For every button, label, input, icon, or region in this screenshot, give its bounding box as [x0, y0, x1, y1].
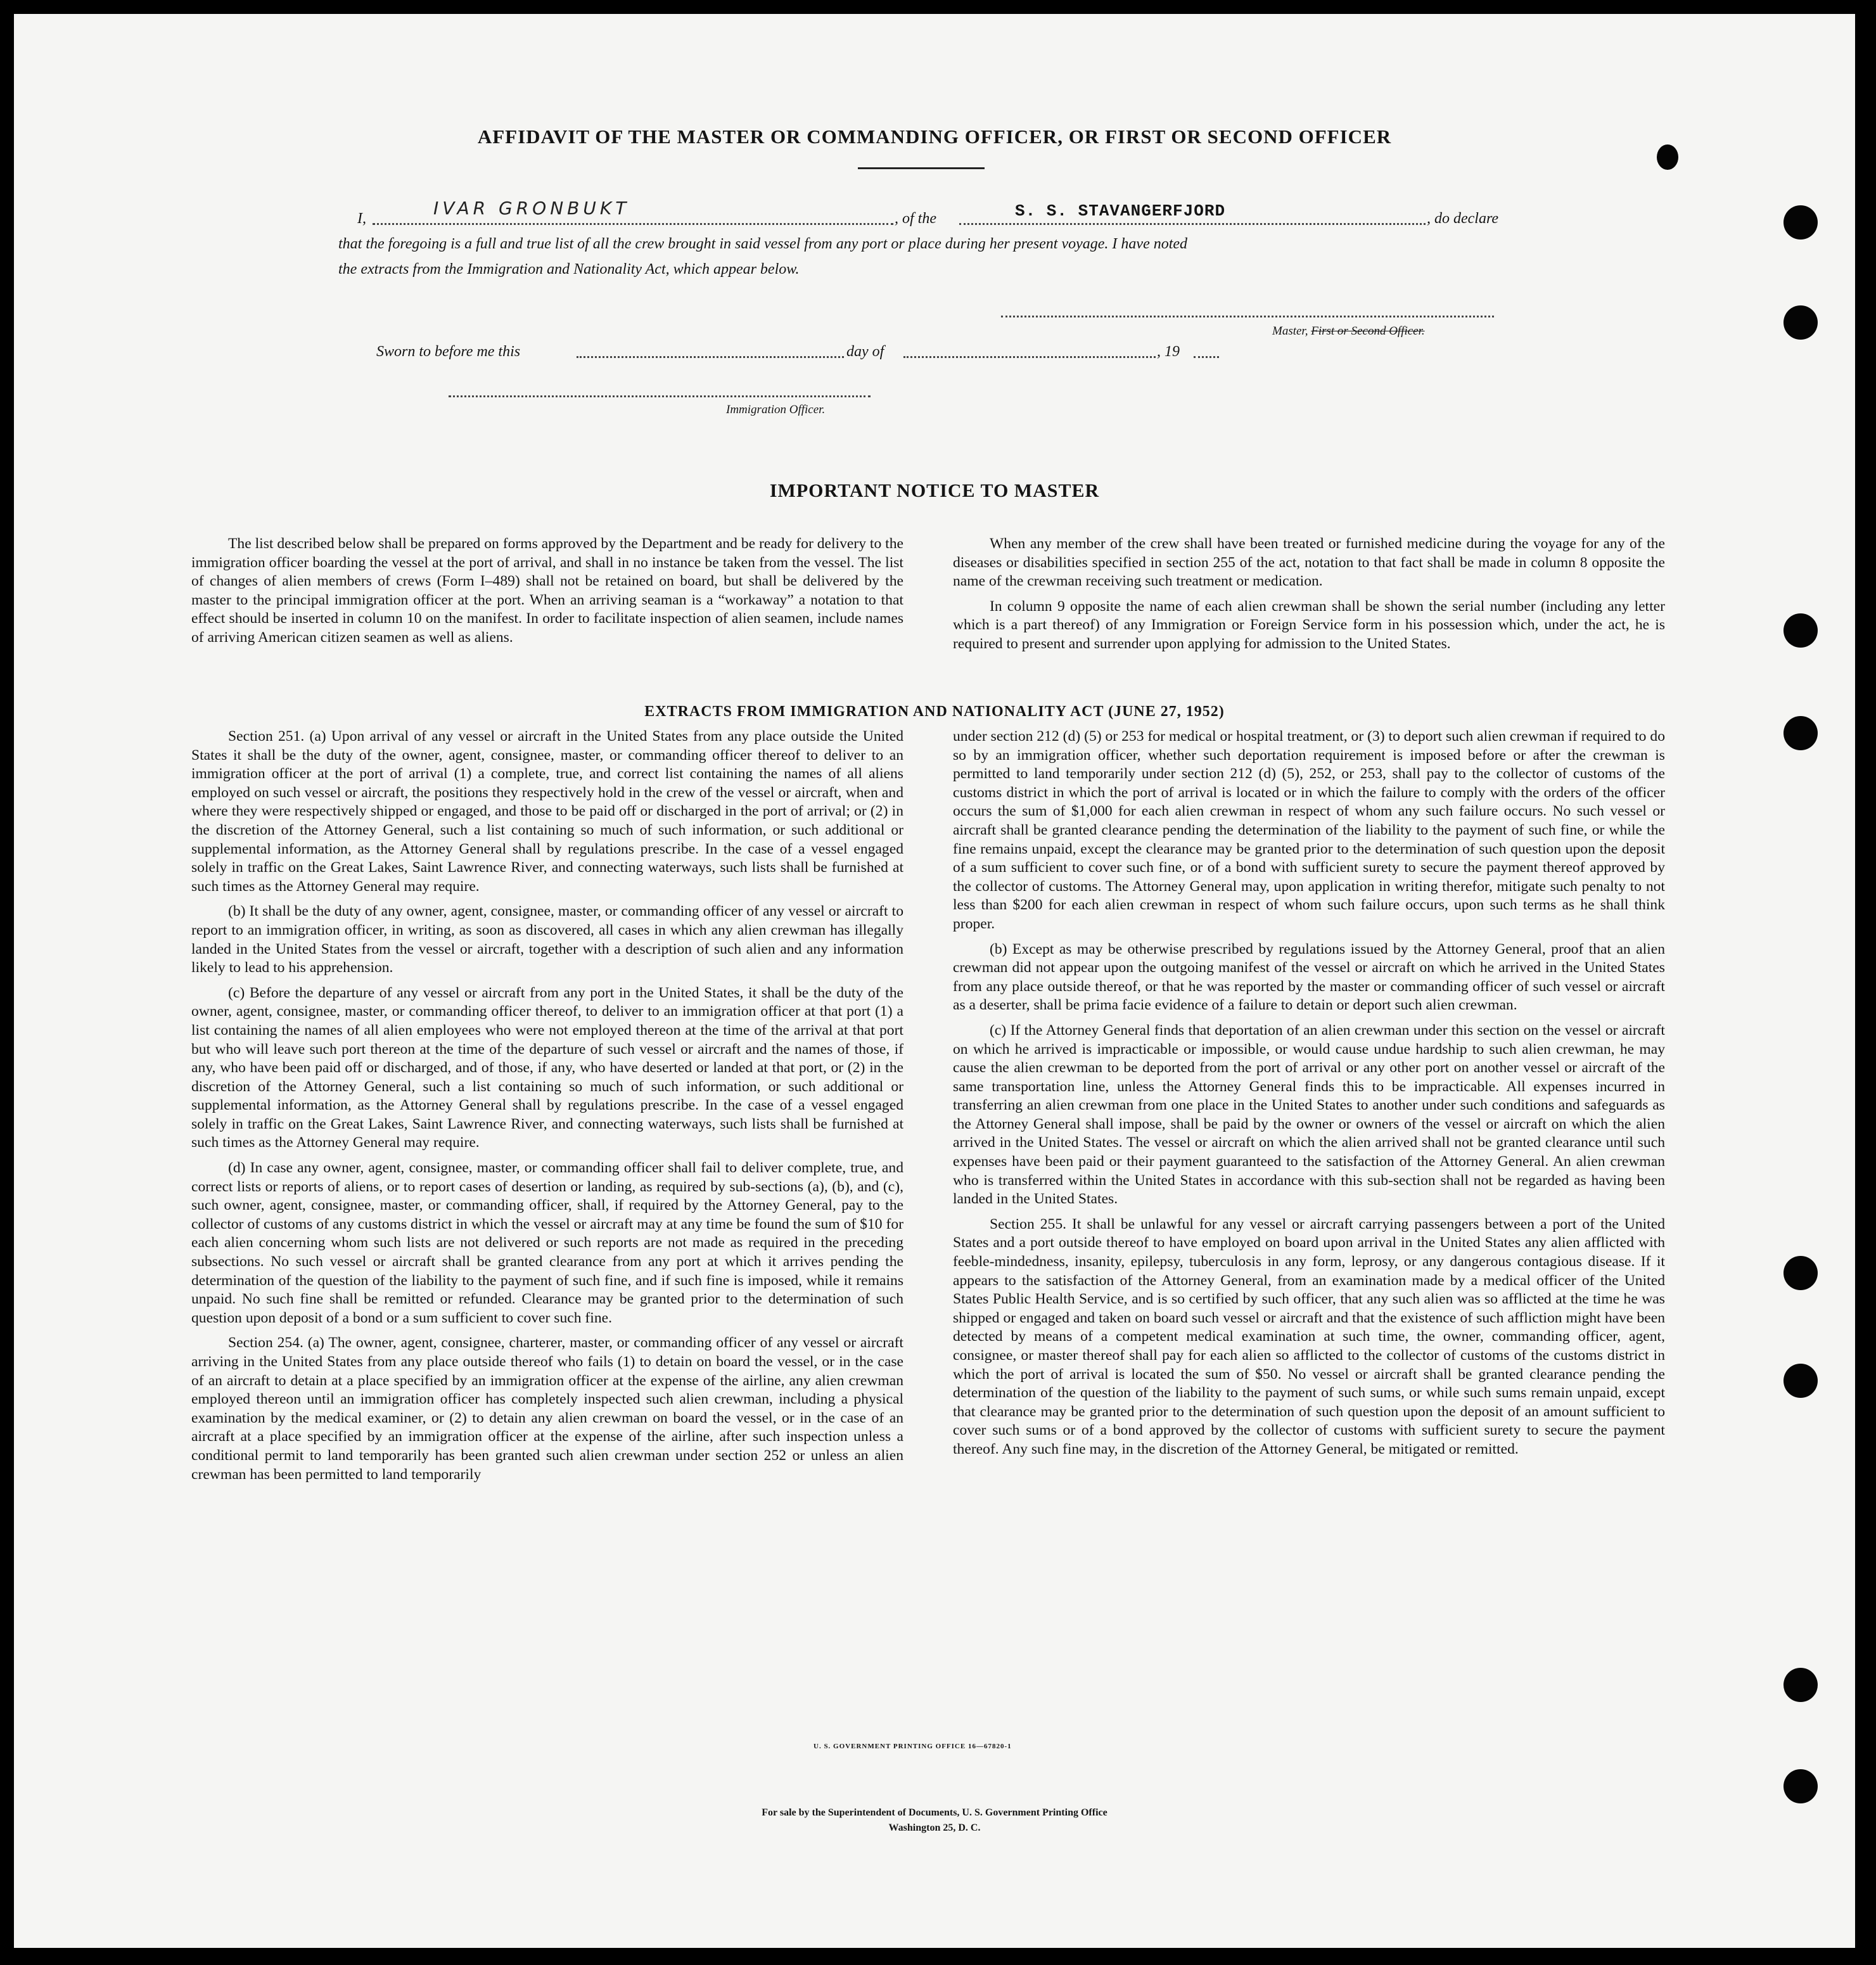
extracts-title: EXTRACTS FROM IMMIGRATION AND NATIONALITY ACT (JUNE 27, 1952)	[644, 703, 1225, 720]
notice-right-paragraph-2: In column 9 opposite the name of each alien crewman shall be shown the serial number (including any letter which is a part thereof) of any Immigration or Foreign Service form in his possession which, under the act, he is required to present and surrender upon applying for admission to the United States.	[953, 598, 1665, 652]
immigration-officer-signature-line[interactable]	[449, 395, 871, 397]
title-rule	[858, 167, 985, 169]
binder-hole	[1657, 144, 1678, 170]
binder-hole	[1783, 305, 1818, 340]
binder-hole	[1783, 1668, 1818, 1702]
i-label: I,	[357, 210, 366, 227]
sworn-month-field[interactable]	[903, 356, 1156, 358]
notice-left-column	[191, 535, 903, 654]
immigration-officer-label: Immigration Officer.	[726, 403, 826, 416]
extract-left-paragraph: (c) Before the departure of any vessel or aircraft from any port in the United States, it shall be the duty of the owner, agent, consignee, master, or commanding officer thereof, to deliver to an immigration officer at that port (1) a list containing the names of all alien employees who were not employed thereon at the time of the arrival at that port but who will leave such port thereon at the time of the departure of such vessel or aircraft and the names of those, if any, who have been paid off or discharged, and of those, if any, who have deserted or landed at that port, or (2) in the discretion of the Attorney General, such a list containing so much of such information, or such additional or supplemental information, as the Attorney General shall by regulations prescribe. In the case of a vessel engaged solely in traffic on the Great Lakes, Saint Lawrence River, and connecting waterways, such lists shall be furnished at such times as the Attorney General may require.	[191, 984, 903, 1151]
notice-title: IMPORTANT NOTICE TO MASTER	[769, 480, 1100, 501]
do-declare-label: , do declare	[1427, 210, 1499, 227]
extract-right-paragraph: under section 212 (d) (5) or 253 for medical or hospital treatment, or (3) to deport such alien crewman if required to do so by an immigration officer, whether such deportation requirement is imposed before or after the crewman is permitted to land temporarily under section 212 (d) (5), 252, or 253, shall pay to the collector of customs of the customs district in which the port of arrival is located or in which the failure to comply with the orders of the officer occurs the sum of $1,000 for each alien crewman in respect of whom any such failure occurs. No such vessel or aircraft shall be granted clearance pending the determination of the liability to the payment of such fine, or while the fine remains unpaid, except the clearance may be granted prior to the determination of such question upon the deposit of a sum sufficient to cover such fine, or of a bond with sufficient surety to secure the payment thereof approved by the collector of customs. The Attorney General may, upon application in writing therefor, mitigate such penalty to not less than $200 for each alien crewman in respect of whom such failure occurs, upon such terms as he shall think proper.	[953, 728, 1665, 932]
sworn-day-field[interactable]	[577, 356, 844, 358]
affidavit-title: AFFIDAVIT OF THE MASTER OR COMMANDING OFFICER, OR FIRST OR SECOND OFFICER	[477, 125, 1392, 148]
form-sheet	[14, 14, 1855, 1948]
gpo-imprint: U. S. GOVERNMENT PRINTING OFFICE 16—67820-1	[814, 1743, 1012, 1750]
sale-notice-line-1: For sale by the Superintendent of Documents, U. S. Government Printing Office	[762, 1807, 1107, 1818]
extract-left-paragraph: (d) In case any owner, agent, consignee, master, or commanding officer shall fail to deliver complete, true, and correct lists or reports of aliens, or to report cases of desertion or landing, as required by sub-sections (a), (b), and (c), such owner, agent, consignee, master, or commanding officer, shall, if required by the Attorney General, pay to the collector of customs of any customs district in which the vessel or aircraft may at any time be found the sum of $10 for each alien concerning whom such lists are not delivered or such reports are not made as required in the preceding subsections. No such vessel or aircraft shall be granted clearance from any port at which it arrives pending the determination of the question of the liability to the payment of such fine, and if such fine is imposed, while it remains unpaid. No such fine shall be remitted or refunded. Clearance may be granted prior to the determination of such question upon deposit of a bond or a sum sufficient to cover such fine.	[191, 1160, 903, 1326]
master-name: IVAR GRONBUKT	[433, 198, 630, 219]
binder-hole	[1783, 1769, 1818, 1803]
master-signature-line[interactable]	[1001, 316, 1494, 317]
extracts-right-column	[953, 727, 1665, 1466]
sale-notice-line-2: Washington 25, D. C.	[888, 1822, 981, 1833]
extract-left-paragraph: Section 251. (a) Upon arrival of any vessel or aircraft in the United States from any place outside the United States it shall be the duty of the owner, agent, consignee, master, or commanding officer thereof to deliver to an immigration officer at the port of arrival (1) a complete, true, and correct list containing the names of all aliens employed on such vessel or aircraft, the positions they respectively hold in the crew of the vessel or aircraft, when and where they were respectively shipped or engaged, and those to be paid off or discharged in the port of arrival; or (2) in the discretion of the Attorney General, such a list containing so much of such information, or such additional or supplemental information, as the Attorney General shall by regulations prescribe. In the case of a vessel engaged solely in traffic on the Great Lakes, Saint Lawrence River, and connecting waterways, such lists shall be furnished at such times as the Attorney General may require.	[191, 728, 903, 895]
master-label-text: Master,	[1272, 324, 1308, 338]
binder-hole	[1783, 205, 1818, 240]
extract-right-paragraph: (c) If the Attorney General finds that deportation of an alien crewman under this section on the vessel or aircraft on which he arrived is impracticable or impossible, or would cause undue hardship to such alien crewman, he may cause the alien crewman to be deported from the port of arrival or any other port on another vessel or aircraft of the same transportation line, unless the Attorney General finds this to be impracticable. All expenses incurred in transferring an alien crewman from one place in the United States to another under such conditions and safeguards as the Attorney General shall impose, shall be paid by the owner or owners of the vessel or aircraft on which the alien arrived in the United States. The vessel or aircraft on which the alien arrived shall not be granted clearance until such expenses have been paid or their payment guaranteed to the satisfaction of the Attorney General. An alien crewman who is transferred within the United States in accordance with this sub-section shall not be regarded as having been landed in the United States.	[953, 1021, 1665, 1208]
extract-left-paragraph: Section 254. (a) The owner, agent, consignee, charterer, master, or commanding officer of any vessel or aircraft arriving in the United States from any place outside thereof who fails (1) to detain on board the vessel, or in the case of an aircraft to detain at a place specified by an immigration officer at the expense of the airline, any alien crewman employed thereon until an immigration officer has completely inspected such alien crewman, including a physical examination by the medical examiner, or (2) to detain any alien crewman on board the vessel, or in the case of an aircraft at a place specified by an immigration officer at the expense of the airline, after such inspection unless a conditional permit to land temporarily has been granted such alien crewman under section 252 or unless an alien crewman has been permitted to land temporarily	[191, 1335, 903, 1483]
declaration-line-2: the extracts from the Immigration and Nationality Act, which appear below.	[338, 261, 800, 278]
sworn-year-field[interactable]	[1194, 356, 1219, 358]
binder-hole	[1783, 1256, 1818, 1290]
extract-right-paragraph: (b) Except as may be otherwise prescribed by regulations issued by the Attorney General, proof that an alien crewman did not appear upon the outgoing manifest of the vessel or aircraft on which he arrived in the United States from any place outside thereof, or that he was reported by the master or commanding officer of such vessel or aircraft as a deserter, shall be prima facie evidence of a failure to detain or deport such alien crewman.	[953, 940, 1665, 1014]
extract-left-paragraph: (b) It shall be the duty of any owner, agent, consignee, master, or commanding officer of any vessel or aircraft to report to an immigration officer, in writing, as soon as discovered, all cases in which any alien crewman has illegally landed in the United States from the vessel or aircraft, together with a description of such alien and any information likely to lead to his apprehension.	[191, 903, 903, 976]
notice-right-paragraph-1: When any member of the crew shall have been treated or furnished medicine during the voyage for any of the diseases or disabilities specified in section 255 of the act, notation to that fact shall be made in column 8 opposite the name of the crewman receiving such treatment or medication.	[953, 535, 1665, 590]
declaration-line-1: that the foregoing is a full and true list of all the crew brought in said vessel from any port or place during her present voyage. I have noted	[338, 236, 1188, 252]
notice-right-column	[953, 535, 1665, 660]
master-label	[1272, 324, 1425, 338]
vessel-name: S. S. STAVANGERFJORD	[1015, 202, 1226, 221]
notice-left-paragraph: The list described below shall be prepared on forms approved by the Department and be ready for delivery to the immigration officer boarding the vessel at the port of arrival, and shall in no instance be taken from the vessel. The list of changes of alien members of crews (Form I–489) shall not be retained on board, but shall be delivered by the master to the principal immigration officer at the port. When an arriving seaman is a “workaway” a notation to that effect should be inserted in column 10 on the manifest. In order to facilitate inspection of alien seamen, include names of arriving American citizen seamen as well as aliens.	[191, 535, 903, 646]
day-of-label: day of	[846, 343, 884, 360]
binder-hole	[1783, 613, 1818, 648]
vessel-field[interactable]	[959, 223, 1426, 225]
year-label: , 19	[1157, 343, 1180, 360]
sworn-label: Sworn to before me this	[376, 343, 521, 360]
of-the-label: , of the	[895, 210, 936, 227]
name-field[interactable]	[373, 223, 893, 225]
extracts-left-column	[191, 727, 903, 1490]
extract-right-paragraph: Section 255. It shall be unlawful for any vessel or aircraft carrying passengers between a port of the United States and a port outside thereof to have employed on board upon arrival in the United States any alien afflicted with feeble-mindedness, insanity, epilepsy, tuberculosis in any form, leprosy, or any dangerous contagious disease. If it appears to the satisfaction of the Attorney General, from an examination made by a medical officer of the United States Public Health Service, and is so certified by such officer, that any such alien was so afflicted at the time he was shipped or engaged and taken on board such vessel or aircraft and that the existence of such affliction might have been detected by means of a competent medical examination at such time, the owner, commanding officer, agent, consignee, or master thereof shall pay for each alien so afflicted to the collector of customs of the customs district in which the port of arrival is located the sum of $50. No vessel or aircraft shall be granted clearance pending the determination of the question of the liability to the payment of such sums, or while such sums remain unpaid, except that clearance may be granted prior to the determination of such question upon the deposit of an amount sufficient to cover such sums or of a bond approved by the collector of customs with sufficient surety to secure the payment thereof. Any such fine may, in the discretion of the Attorney General, be mitigated or remitted.	[953, 1215, 1665, 1457]
binder-hole	[1783, 716, 1818, 750]
struck-officer-label: First or Second Officer.	[1311, 324, 1425, 338]
binder-hole	[1783, 1364, 1818, 1398]
